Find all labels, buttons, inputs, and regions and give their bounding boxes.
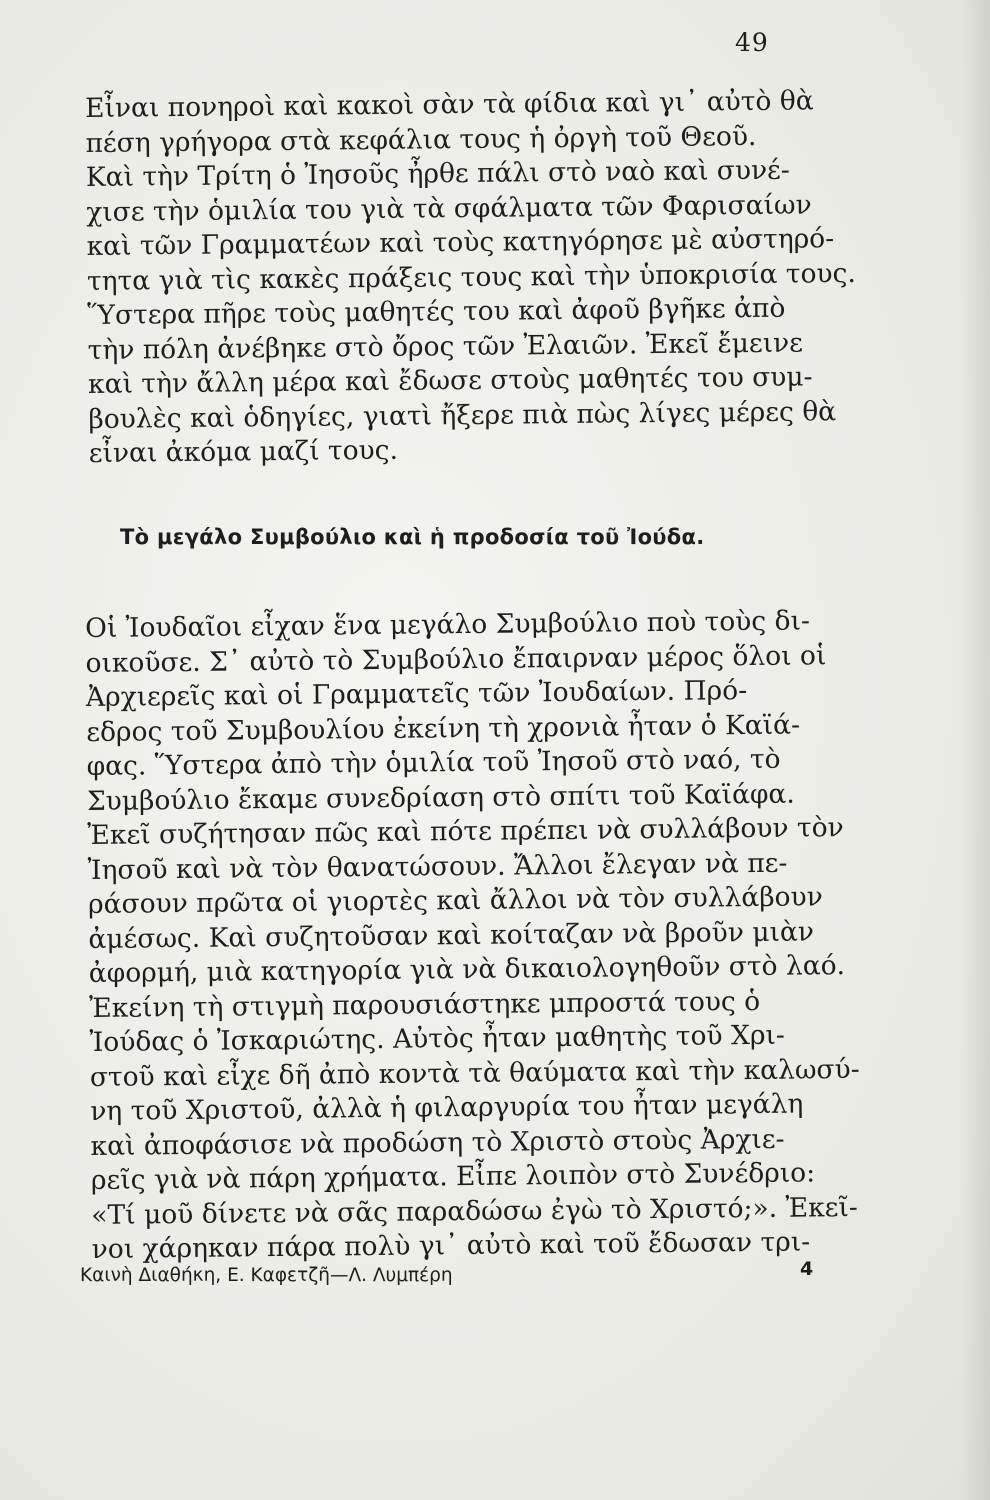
text-line: ρεῖς γιὰ νὰ πάρη χρήματα. Εἶπε λοιπὸν στὸ Συνέδριο: [90, 1157, 816, 1196]
text-line: στοῦ καὶ εἶχε δῆ ἀπὸ κοντὰ τὰ θαύματα καὶ τὴν καλωσύ- [89, 1053, 860, 1093]
page-number: 49 [735, 28, 769, 57]
paragraph-council [85, 604, 860, 1267]
section-heading: Τὸ μεγάλο Συμβούλιο καὶ ἡ προδοσία τοῦ Ἰούδα. [120, 525, 705, 549]
text-line: Ἐκείνη τὴ στιγμὴ παρουσιάστηκε μπροστά τους ὁ [88, 985, 761, 1024]
text-line: ἀμέσως. Καὶ συζητοῦσαν καὶ κοίταζαν νὰ βροῦν μιὰν [88, 915, 815, 955]
page-edge-shadow [960, 0, 990, 1500]
text-line: τὴν πόλη ἀνέβηκε στὸ ὄρος τῶν Ἐλαιῶν. Ἐκεῖ ἔμεινε [87, 326, 804, 366]
text-line: «Τί μοῦ δίνετε νὰ σᾶς παραδώσω ἐγὼ τὸ Χριστό;». Ἐκεῖ- [91, 1191, 858, 1231]
text-line: οικοῦσε. Σ᾽ αὐτὸ τὸ Συμβούλιο ἔπαιρναν μέρος ὅλοι οἱ [85, 639, 827, 679]
text-line: εἶναι ἀκόμα μαζί τους. [88, 434, 399, 469]
text-line: Συμβούλιο ἔκαμε συνεδρίαση στὸ σπίτι τοῦ Καϊάφα. [86, 778, 795, 817]
footer-signature-mark: 4 [800, 1258, 814, 1280]
text-line: Εἶναι πονηροὶ καὶ κακοὶ σὰν τὰ φίδια καὶ γι᾽ αὐτὸ θὰ [85, 85, 814, 124]
text-line: Καὶ τὴν Τρίτη ὁ Ἰησοῦς ἦρθε πάλι στὸ ναὸ καὶ συνέ- [85, 154, 790, 193]
text-line: ράσουν πρῶτα οἱ γιορτὲς καὶ ἄλλοι νὰ τὸν συλλάβουν [87, 881, 823, 920]
text-line: χισε τὴν ὁμιλία του γιὰ τὰ σφάλματα τῶν Φαρισαίων [86, 188, 812, 228]
text-line: Οἱ Ἰουδαῖοι εἶχαν ἕνα μεγάλο Συμβούλιο ποὺ τοὺς δι- [85, 605, 811, 644]
text-line: Ἐκεῖ συζήτησαν πῶς καὶ πότε πρέπει νὰ συλλάβουν τὸν [87, 812, 844, 851]
text-line: καὶ τὴν ἄλλη μέρα καὶ ἔδωσε στοὺς μαθητές του συμ- [87, 361, 813, 400]
text-line: καὶ τῶν Γραμματέων καὶ τοὺς κατηγόρησε μὲ αὐστηρό- [86, 223, 835, 262]
text-line: βουλὲς καὶ ὁδηγίες, γιατὶ ἤξερε πιὰ πὼς λίγες μέρες θὰ [88, 395, 837, 435]
paragraph-intro [85, 84, 856, 471]
text-line: Ὕστερα πῆρε τοὺς μαθητές του καὶ ἀφοῦ βγῆκε ἀπὸ [87, 292, 786, 331]
text-line: φας. Ὕστερα ἀπὸ τὴν ὁμιλία τοῦ Ἰησοῦ στὸ ναό, τὸ [86, 743, 781, 782]
text-line: τητα γιὰ τὶς κακὲς πράξεις τους καὶ τὴν ὑποκρισία τους. [86, 257, 856, 297]
text-line: Ἀρχιερεῖς καὶ οἱ Γραμματεῖς τῶν Ἰουδαίων. Πρό- [85, 675, 748, 713]
text-line: Ἰησοῦ καὶ νὰ τὸν θανατώσουν. Ἄλλοι ἔλεγαν νὰ πε- [87, 847, 788, 886]
text-line: εδρος τοῦ Συμβουλίου ἐκείνη τὴ χρονιὰ ἦταν ὁ Καϊά- [86, 709, 801, 748]
text-line: καὶ ἀποφάσισε νὰ προδώση τὸ Χριστὸ στοὺς Ἀρχιε- [90, 1123, 785, 1162]
text-line: νοι χάρηκαν πάρα πολὺ γι᾽ αὐτὸ καὶ τοῦ ἔδωσαν τρι- [91, 1226, 811, 1265]
text-line: ἀφορμή, μιὰ κατηγορία γιὰ νὰ δικαιολογηθοῦν στὸ λαό. [88, 950, 846, 989]
text-line: πέση γρήγορα στὰ κεφάλια τους ἡ ὀργὴ τοῦ Θεοῦ. [85, 120, 757, 159]
text-line: νη τοῦ Χριστοῦ, ἀλλὰ ἡ φιλαργυρία του ἦταν μεγάλη [90, 1088, 804, 1127]
text-line: Ἰούδας ὁ Ἰσκαριώτης. Αὐτὸς ἦταν μαθητὴς τοῦ Χρι- [89, 1019, 785, 1058]
footer-book-title: Καινὴ Διαθήκη, Ε. Καφετζῆ—Λ. Λυμπέρη [80, 1265, 453, 1286]
